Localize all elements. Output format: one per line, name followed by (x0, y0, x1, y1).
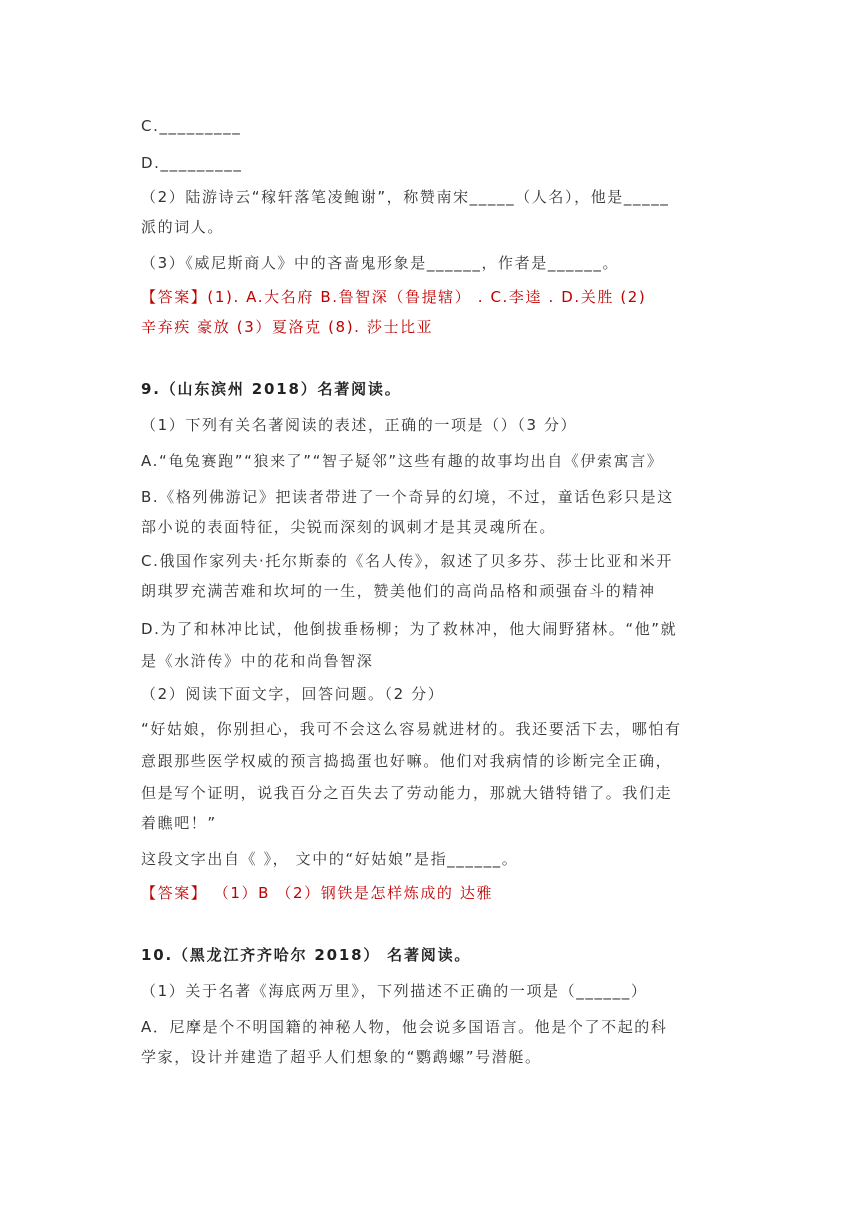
q9-option-b-line2: 部小说的表面特征，尖锐而深刻的讽刺才是其灵魂所在。 (141, 518, 557, 536)
q9-option-c-line1: C.俄国作家列夫·托尔斯泰的《名人传》，叙述了贝多芬、莎士比亚和米开 (141, 552, 673, 570)
q10-title: 10.（黑龙江齐齐哈尔 2018） 名著阅读。 (141, 946, 472, 964)
q9-passage-line1: “好姑娘，你别担心，我可不会这么容易就进材的。我还要活下去，哪怕有 (141, 720, 682, 738)
q8-answer-line1: 【答案】(1). A.大名府 B.鲁智深（鲁提辖） . C.李逵 . D.关胜 (2) (141, 288, 647, 306)
q9-option-a: A.“龟兔赛跑”“狼来了”“智子疑邻”这些有趣的故事均出自《伊索寓言》 (141, 452, 664, 470)
q9-part2-question: 这段文字出自《 》， 文中的“好姑娘”是指______。 (141, 850, 519, 868)
q9-answer: 【答案】 （1）B （2）钢铁是怎样炼成的 达雅 (141, 884, 494, 902)
q9-passage-line4: 着瞧吧！” (141, 814, 217, 832)
q9-part1-stem: （1）下列有关名著阅读的表述，正确的一项是（）（3 分） (141, 416, 578, 434)
q9-part2-stem: （2）阅读下面文字，回答问题。（2 分） (141, 685, 445, 703)
q9-option-c-line2: 朗琪罗充满苦难和坎坷的一生，赞美他们的高尚品格和顽强奋斗的精神 (141, 582, 656, 600)
q9-option-d-line2: 是《水浒传》中的花和尚鲁智深 (141, 652, 374, 670)
q9-option-b-line1: B.《格列佛游记》把读者带进了一个奇异的幻境，不过，童话色彩只是这 (141, 488, 674, 506)
q9-passage-line2: 意跟那些医学权威的预言捣捣蛋也好嘛。他们对我病情的诊断完全正确， (141, 752, 673, 770)
q10-part1-stem: （1）关于名著《海底两万里》，下列描述不正确的一项是（______） (141, 982, 648, 1000)
q9-passage-line3: 但是写个证明，说我百分之百失去了劳动能力，那就大错特错了。我们走 (141, 784, 673, 802)
q9-title: 9.（山东滨州 2018）名著阅读。 (141, 380, 402, 398)
q10-option-a-line1: A．尼摩是个不明国籍的神秘人物，他会说多国语言。他是个了不起的科 (141, 1018, 668, 1036)
q8-option-c: C._________ (141, 117, 242, 135)
q8-option-d: D._________ (141, 154, 243, 172)
q8-part2-line1: （2）陆游诗云“稼轩落笔凌鲍谢”，称赞南宋_____（人名），他是_____ (141, 188, 670, 206)
q10-option-a-line2: 学家，设计并建造了超乎人们想象的“鹦鹉螺”号潜艇。 (141, 1048, 542, 1066)
q8-part3-line1: （3）《威尼斯商人》中的吝啬鬼形象是______，作者是______。 (141, 254, 620, 272)
q8-answer-line2: 辛弃疾 豪放 (3）夏洛克 (8). 莎士比亚 (141, 318, 434, 336)
q9-option-d-line1: D.为了和林冲比试，他倒拔垂杨柳；为了救林冲，他大闹野猪林。“他”就 (141, 620, 678, 638)
q8-part2-line2: 派的词人。 (141, 218, 225, 236)
